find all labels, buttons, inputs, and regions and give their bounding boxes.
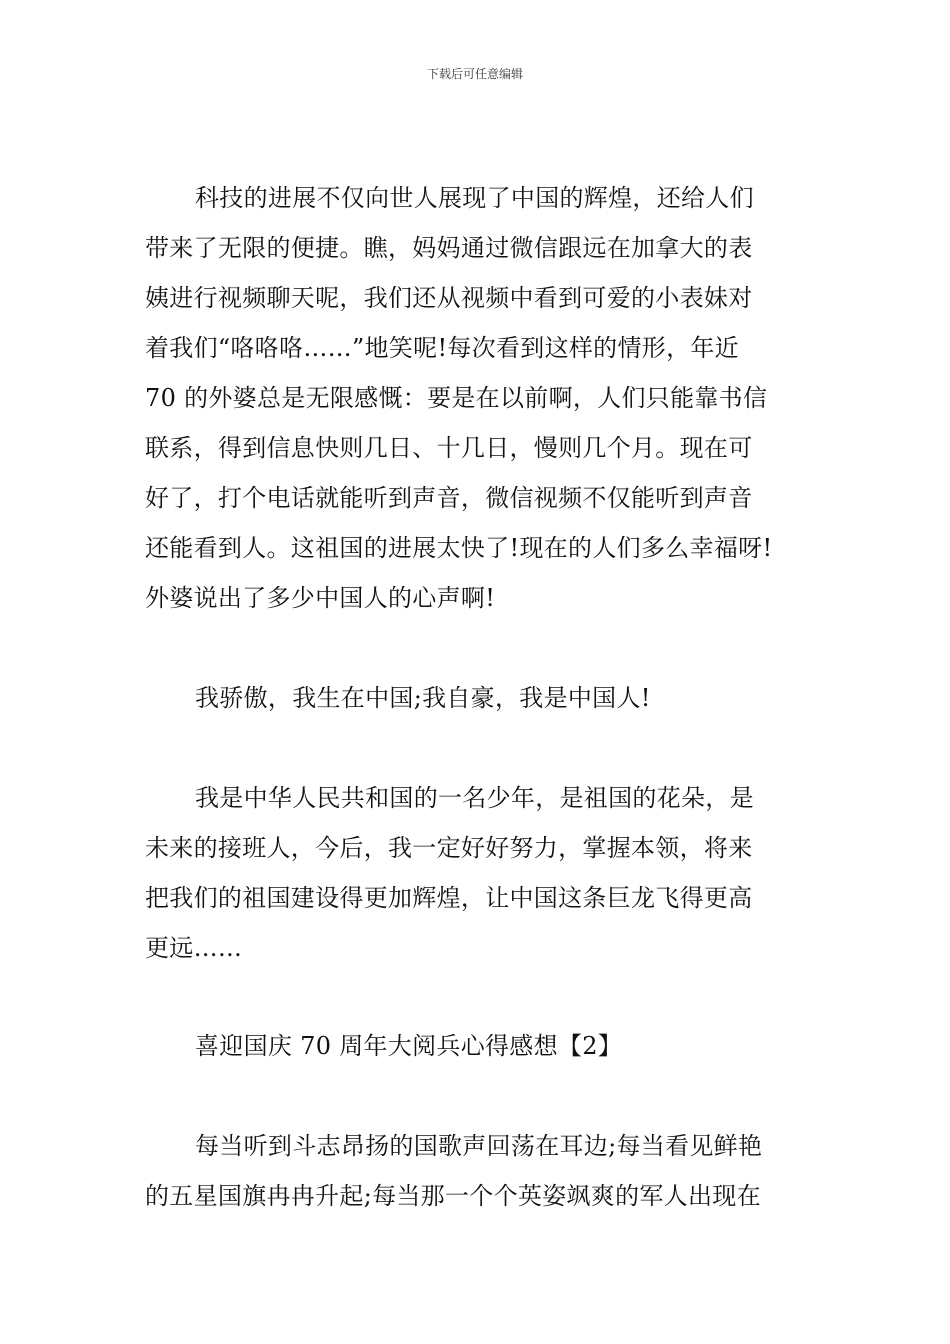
text-line: 未来的接班人，今后，我一定好好努力，掌握本领，将来 [145,834,753,862]
text-line: 我骄傲，我生在中国;我自豪，我是中国人! [195,684,651,712]
text-line: 更远…… [145,934,243,962]
text-line: 把我们的祖国建设得更加辉煌，让中国这条巨龙飞得更高 [145,884,753,912]
paragraph-anthem [145,1121,807,1221]
paragraph-youth [145,773,807,973]
paragraph-technology [145,173,807,623]
text-line: 联系，得到信息快则几日、十几日，慢则几个月。现在可 [145,434,753,462]
text-line: 每当听到斗志昂扬的国歌声回荡在耳边;每当看见鲜艳 [195,1132,763,1160]
text-line: 姨进行视频聊天呢，我们还从视频中看到可爱的小表妹对 [145,284,753,312]
text-line: 带来了无限的便捷。瞧，妈妈通过微信跟远在加拿大的表 [145,234,753,262]
paragraph-proud [145,673,807,723]
text-line: 科技的进展不仅向世人展现了中国的辉煌，还给人们 [195,184,754,212]
text-line: 我是中华人民共和国的一名少年，是祖国的花朵，是 [195,784,754,812]
page-header: 下载后可任意编辑 [426,67,523,81]
text-line: 还能看到人。这祖国的进展太快了!现在的人们多么幸福呀! [145,534,773,562]
text-line: 70 的外婆总是无限感慨：要是在以前啊，人们只能靠书信 [145,384,768,412]
text-line: 喜迎国庆 70 周年大阅兵心得感想【2】 [195,1032,623,1060]
text-line: 好了，打个电话就能听到声音，微信视频不仅能听到声音 [145,484,753,512]
section-heading [145,1021,807,1071]
text-line: 的五星国旗冉冉升起;每当那一个个英姿飒爽的军人出现在 [145,1182,761,1210]
text-line: 外婆说出了多少中国人的心声啊! [145,584,496,612]
text-line: 着我们“咯咯咯……”地笑呢!每次看到这样的情形，年近 [145,334,739,362]
